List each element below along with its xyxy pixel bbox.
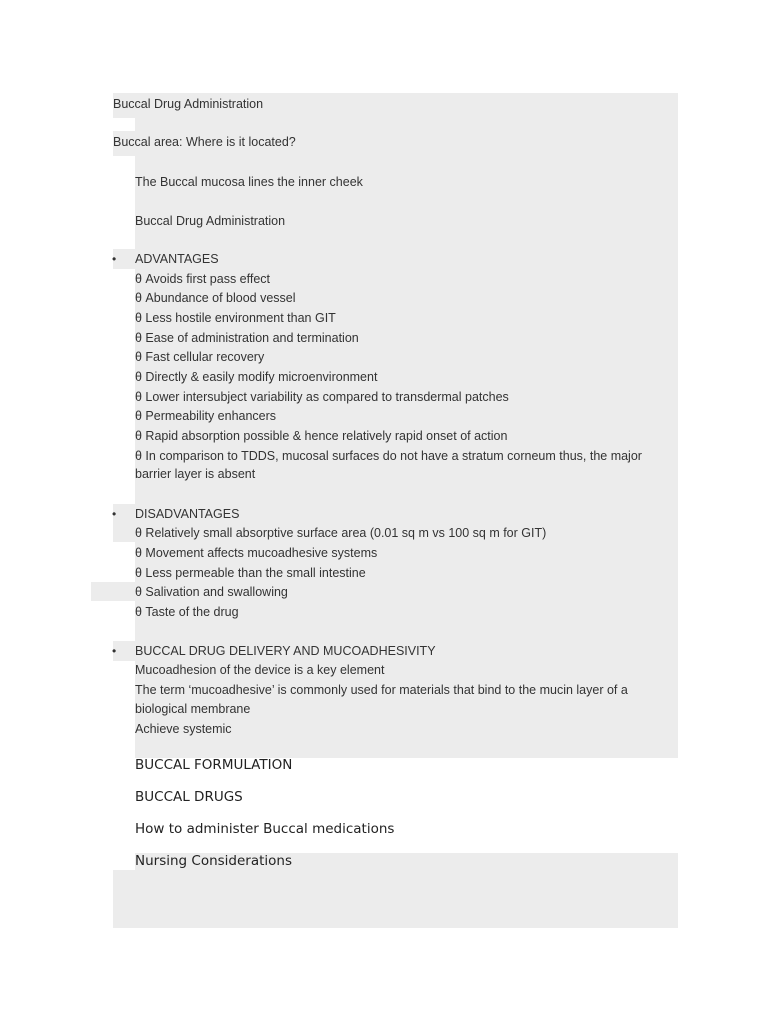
disadvantage-item: θ Taste of the drug: [135, 605, 239, 619]
advantage-item: θ Directly & easily modify microenvironment: [135, 370, 378, 384]
advantage-item: θ Avoids first pass effect: [135, 272, 271, 286]
shade-salivation-margin: [91, 582, 135, 601]
disadvantage-item: θ Relatively small absorptive surface area (0.01 sq m vs 100 sq m for GIT): [135, 526, 547, 540]
mucoadhesivity-item: Achieve systemic: [135, 722, 232, 736]
advantage-item: θ Less hostile environment than GIT: [135, 311, 336, 325]
disadvantage-item: θ Salivation and swallowing: [135, 585, 288, 599]
advantage-item: θ Abundance of blood vessel: [135, 291, 296, 305]
shade-bullet-mucoadhesivity: [113, 641, 135, 661]
shade-bullet-advantages: [113, 249, 135, 269]
advantage-item: θ Fast cellular recovery: [135, 350, 265, 364]
bullet-disadvantages: •: [112, 507, 117, 521]
section-heading-administer: How to administer Buccal medications: [135, 821, 395, 837]
location-note: The Buccal mucosa lines the inner cheek: [135, 175, 363, 189]
advantage-item: θ Lower intersubject variability as compared to transdermal patches: [135, 390, 509, 404]
mucoadhesivity-item: The term ‘mucoadhesive’ is commonly used for materials that bind to the mucin layer of a: [135, 683, 628, 697]
bullet-mucoadhesivity: •: [112, 644, 117, 658]
mucoadhesivity-item: Mucoadhesion of the device is a key element: [135, 663, 385, 677]
location-question: Buccal area: Where is it located?: [113, 135, 296, 149]
bullet-advantages: •: [112, 252, 117, 266]
advantages-heading: ADVANTAGES: [135, 252, 219, 266]
shade-bottom-left: [113, 870, 135, 928]
disadvantages-heading: DISADVANTAGES: [135, 507, 240, 521]
disadvantage-item: θ Movement affects mucoadhesive systems: [135, 546, 378, 560]
advantage-item: θ In comparison to TDDS, mucosal surfaces do not have a stratum corneum thus, the major: [135, 449, 642, 463]
section-heading-drugs: BUCCAL DRUGS: [135, 789, 243, 805]
advantage-item: θ Permeability enhancers: [135, 409, 277, 423]
advantage-item: θ Rapid absorption possible & hence relatively rapid onset of action: [135, 429, 508, 443]
document-title: Buccal Drug Administration: [113, 97, 264, 111]
section-heading-formulation: BUCCAL FORMULATION: [135, 757, 293, 773]
subtitle: Buccal Drug Administration: [135, 214, 286, 228]
shade-bullet-disadvantages: [113, 504, 135, 542]
mucoadhesivity-heading: BUCCAL DRUG DELIVERY AND MUCOADHESIVITY: [135, 644, 436, 658]
disadvantage-item: θ Less permeable than the small intestine: [135, 566, 366, 580]
mucoadhesivity-item: biological membrane: [135, 702, 251, 716]
advantage-item: θ Ease of administration and termination: [135, 331, 359, 345]
section-heading-nursing: Nursing Considerations: [135, 853, 293, 869]
advantage-item: barrier layer is absent: [135, 467, 256, 481]
